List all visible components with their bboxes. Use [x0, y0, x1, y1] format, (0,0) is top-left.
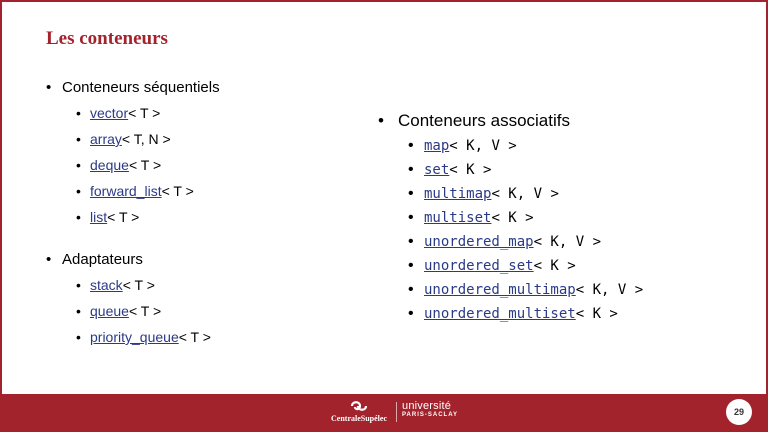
type-args: < T >	[161, 183, 194, 199]
link-map[interactable]: map	[424, 138, 450, 154]
section-adapters: • Adaptateurs	[46, 250, 220, 270]
list-item	[378, 232, 643, 256]
footer-bar	[2, 394, 766, 430]
type-args: < K >	[575, 306, 618, 322]
list-item	[46, 104, 220, 130]
page-number: 29	[726, 399, 752, 425]
link-unordered-multiset[interactable]: unordered_multiset	[424, 306, 576, 322]
section-associative: • Conteneurs associatifs	[378, 110, 643, 132]
type-args: < T >	[128, 303, 162, 319]
associative-list	[378, 136, 643, 328]
type-args: < K, V >	[449, 138, 517, 154]
link-multimap[interactable]: multimap	[424, 186, 492, 202]
centralesupelec-text: CentraleSupélec	[331, 414, 387, 423]
link-unordered-map[interactable]: unordered_map	[424, 234, 534, 250]
type-args: < T, N >	[121, 131, 171, 147]
type-args: < T >	[107, 209, 140, 225]
link-vector[interactable]: vector	[90, 105, 129, 121]
type-args: < K, V >	[575, 282, 644, 298]
link-unordered-multimap[interactable]: unordered_multimap	[424, 282, 576, 298]
link-set[interactable]: set	[424, 162, 450, 178]
slide-title: Les conteneurs	[46, 28, 168, 49]
link-stack[interactable]: stack	[90, 277, 123, 293]
type-args: < T >	[122, 277, 155, 293]
list-item	[46, 182, 220, 208]
type-args: < T >	[128, 105, 161, 121]
link-forward-list[interactable]: forward_list	[90, 183, 162, 199]
centralesupelec-logo	[324, 398, 394, 426]
list-item	[46, 156, 220, 182]
list-item	[378, 160, 643, 184]
right-column	[378, 110, 643, 328]
left-column	[46, 78, 220, 354]
link-queue[interactable]: queue	[90, 303, 129, 319]
sequential-list	[46, 104, 220, 234]
list-item	[46, 328, 220, 354]
link-priority-queue[interactable]: priority_queue	[90, 329, 179, 345]
link-deque[interactable]: deque	[90, 157, 129, 173]
type-args: < T >	[178, 329, 211, 345]
list-item	[46, 208, 220, 234]
list-item	[46, 130, 220, 156]
ups-sub-text: PARIS-SACLAY	[402, 412, 459, 418]
list-item	[378, 184, 643, 208]
type-args: < T >	[128, 157, 162, 173]
list-item	[378, 280, 643, 304]
adapters-list	[46, 276, 220, 354]
list-item	[46, 302, 220, 328]
list-item	[378, 136, 643, 160]
type-args: < K >	[449, 162, 492, 178]
type-args: < K, V >	[491, 186, 559, 202]
link-multiset[interactable]: multiset	[424, 210, 492, 226]
centralesupelec-swirl-icon	[348, 398, 370, 414]
ups-main-text: université	[402, 400, 452, 412]
type-args: < K >	[491, 210, 534, 226]
list-item	[378, 256, 643, 280]
list-item	[46, 276, 220, 302]
type-args: < K, V >	[533, 234, 602, 250]
type-args: < K >	[533, 258, 576, 274]
logo-divider	[396, 402, 397, 422]
list-item	[378, 304, 643, 328]
list-item	[378, 208, 643, 232]
link-unordered-set[interactable]: unordered_set	[424, 258, 534, 274]
paris-saclay-logo	[402, 400, 458, 419]
link-array[interactable]: array	[90, 131, 122, 147]
link-list[interactable]: list	[90, 209, 108, 225]
section-sequential: • Conteneurs séquentiels	[46, 78, 220, 98]
